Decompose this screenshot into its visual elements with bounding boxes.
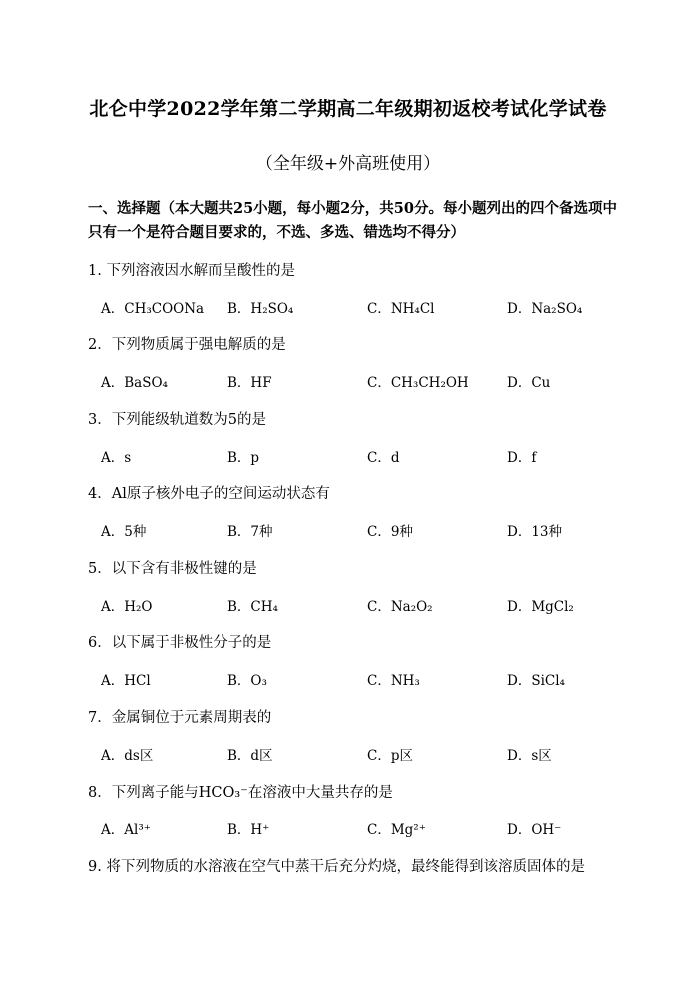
question-5-option-a[interactable]: A．H₂O — [101, 599, 153, 615]
question-6-option-d[interactable]: D．SiCl₄ — [507, 673, 565, 689]
question-3-option-c[interactable]: C．d — [367, 450, 400, 466]
question-5-option-b[interactable]: B．CH₄ — [227, 599, 278, 615]
question-1-option-b[interactable]: B．H₂SO₄ — [227, 301, 294, 317]
exam-title: 北仑中学2022学年第二学期高二年级期初返校考试化学试卷 — [89, 98, 607, 120]
question-7-option-d[interactable]: D．s区 — [507, 748, 552, 764]
question-4-option-d[interactable]: D．13种 — [507, 524, 563, 540]
question-4-option-b[interactable]: B．7种 — [227, 524, 273, 540]
question-6-option-b[interactable]: B．O₃ — [227, 673, 267, 689]
question-6-stem: 6．以下属于非极性分子的是 — [88, 635, 272, 651]
question-4-option-c[interactable]: C．9种 — [367, 524, 413, 540]
question-1-option-a[interactable]: A．CH₃COONa — [101, 301, 205, 317]
exam-subtitle: （全年级+外高班使用） — [255, 154, 441, 174]
question-1-option-d[interactable]: D．Na₂SO₄ — [507, 301, 583, 317]
section-heading-line1: 一、选择题（本大题共25小题，每小题2分，共50分。每小题列出的四个备选项中 — [88, 200, 617, 217]
question-7-option-b[interactable]: B．d区 — [227, 748, 273, 764]
question-4-option-a[interactable]: A．5种 — [101, 524, 147, 540]
question-3-stem: 3．下列能级轨道数为5的是 — [88, 412, 266, 428]
question-5-stem: 5．以下含有非极性键的是 — [88, 561, 257, 577]
question-2-option-a[interactable]: A．BaSO₄ — [101, 375, 168, 391]
question-9-stem: 9. 将下列物质的水溶液在空气中蒸干后充分灼烧，最终能得到该溶质固体的是 — [88, 859, 585, 875]
question-7-stem: 7．金属铜位于元素周期表的 — [88, 710, 272, 726]
question-5-option-c[interactable]: C．Na₂O₂ — [367, 599, 433, 615]
section-heading — [88, 197, 628, 245]
question-3-option-a[interactable]: A．s — [101, 450, 132, 466]
question-7-option-a[interactable]: A．ds区 — [101, 748, 154, 764]
question-4-stem: 4．Al原子核外电子的空间运动状态有 — [88, 486, 330, 502]
question-8-stem: 8．下列离子能与HCO₃⁻在溶液中大量共存的是 — [88, 785, 393, 801]
question-2-option-b[interactable]: B．HF — [227, 375, 272, 391]
question-2-stem: 2．下列物质属于强电解质的是 — [88, 337, 286, 353]
question-8-option-b[interactable]: B．H⁺ — [227, 822, 270, 838]
question-3-option-d[interactable]: D．f — [507, 450, 537, 466]
question-6-option-a[interactable]: A．HCl — [101, 673, 151, 689]
question-8-option-d[interactable]: D．OH⁻ — [507, 822, 562, 838]
question-2-option-d[interactable]: D．Cu — [507, 375, 551, 391]
question-1-option-c[interactable]: C．NH₄Cl — [367, 301, 435, 317]
question-8-option-a[interactable]: A．Al³⁺ — [101, 822, 151, 838]
question-6-option-c[interactable]: C．NH₃ — [367, 673, 420, 689]
question-1-stem: 1. 下列溶液因水解而呈酸性的是 — [88, 263, 295, 279]
question-5-option-d[interactable]: D．MgCl₂ — [507, 599, 574, 615]
question-3-option-b[interactable]: B．p — [227, 450, 260, 466]
question-7-option-c[interactable]: C．p区 — [367, 748, 413, 764]
question-8-option-c[interactable]: C．Mg²⁺ — [367, 822, 426, 838]
question-2-option-c[interactable]: C．CH₃CH₂OH — [367, 375, 469, 391]
section-heading-line2: 只有一个是符合题目要求的，不选、多选、错选均不得分） — [88, 224, 465, 241]
